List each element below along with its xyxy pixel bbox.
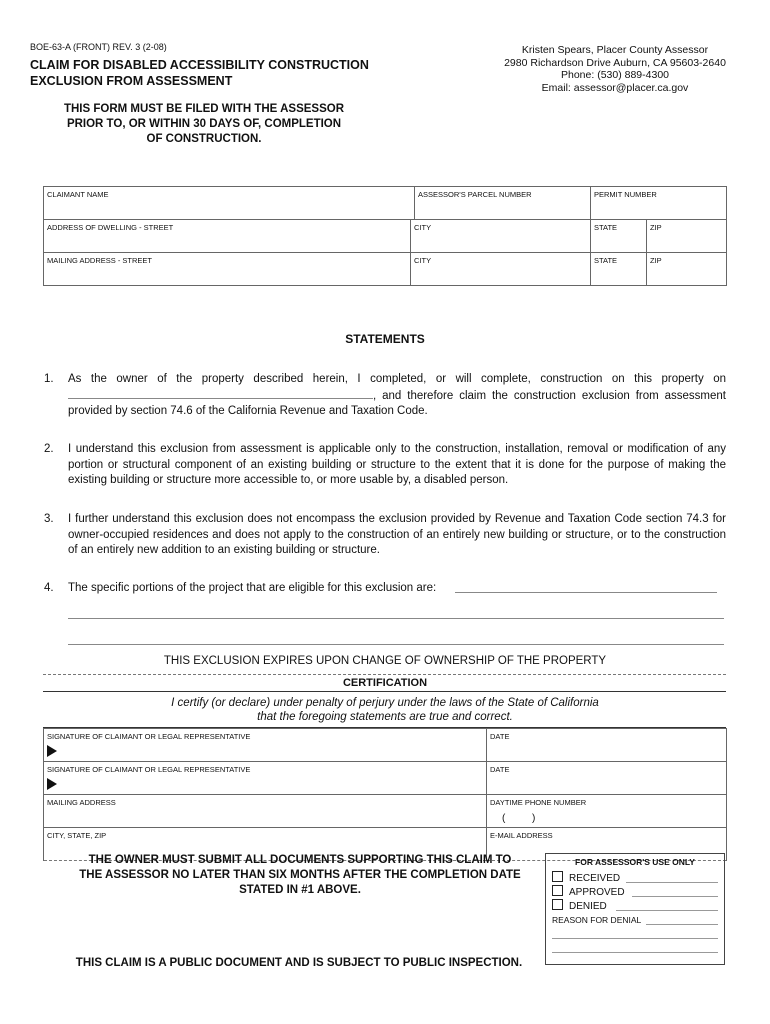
assessor-office-info (500, 44, 730, 94)
statement-2 (44, 442, 726, 489)
area-code-parens (502, 813, 562, 824)
reason-for-denial-label: REASON FOR DENIAL (552, 915, 642, 925)
filing-notice-line1: THIS FORM MUST BE FILED WITH THE ASSESSOR (63, 103, 345, 115)
approved-checkbox[interactable] (552, 885, 563, 896)
received-line[interactable] (626, 882, 718, 883)
date-label-1: DATE (490, 732, 510, 741)
eligible-portions-line-3[interactable] (68, 644, 724, 645)
sign-here-arrow-icon (47, 745, 57, 757)
public-document-notice: THIS CLAIM IS A PUBLIC DOCUMENT AND IS SUBJECT TO PUBLIC INSPECTION. (75, 957, 523, 969)
signature-field-1[interactable] (44, 729, 487, 762)
dwelling-city-field[interactable] (411, 220, 591, 253)
claimant-info-table (43, 186, 727, 286)
received-checkbox[interactable] (552, 871, 563, 882)
signature-table (43, 728, 727, 861)
denied-label: DENIED (569, 901, 607, 912)
statement-3 (44, 512, 726, 559)
approved-label: APPROVED (569, 887, 625, 898)
received-row (552, 871, 620, 884)
reason-line-3[interactable] (552, 952, 718, 953)
statement-2-text: I understand this exclusion from assessment is applicable only to the construction, installation, removal or modification of any portion or structural component of an existing building or structure to the extent that it is done for the purpose of making the existing building or structure more accessible to, or more usable by, a disabled person. (68, 443, 726, 486)
sign-here-arrow-icon (47, 778, 57, 790)
completion-date-blank[interactable] (68, 388, 373, 399)
certification-line2: that the foregoing statements are true and correct. (257, 711, 513, 723)
statement-1-number: 1. (44, 373, 54, 385)
filing-notice (44, 102, 364, 147)
mailing-city-label: CITY (414, 256, 432, 265)
claimant-name-label: CLAIMANT NAME (47, 190, 109, 199)
office-address: 2980 Richardson Drive Auburn, CA 95603-2640 (504, 56, 726, 69)
submission-deadline-notice (60, 853, 540, 898)
denied-line[interactable] (616, 910, 718, 911)
form-id: BOE-63-A (FRONT) REV. 3 (2-08) (30, 42, 167, 52)
eligible-portions-line-1[interactable] (455, 592, 717, 593)
daytime-phone-label: DAYTIME PHONE NUMBER (490, 798, 587, 807)
mailing-street-label: MAILING ADDRESS - STREET (47, 256, 153, 265)
mailing-zip-label: ZIP (650, 256, 662, 265)
assessor-use-box (545, 853, 725, 965)
statement-4-number: 4. (44, 582, 54, 594)
statement-3-text: I further understand this exclusion does not encompass the exclusion provided by Revenue and Taxation Code section 74.3 for owner-occupied residences and does not apply to the construction of an entirely new building or structure, or to the construction of an entirely new addition to an existing building or structure. (68, 513, 726, 556)
statement-4-text: The specific portions of the project that are eligible for this exclusion are: (68, 582, 437, 594)
permit-number-field[interactable] (591, 187, 727, 220)
dwelling-zip-field[interactable] (647, 220, 727, 253)
mailing-zip-field[interactable] (647, 253, 727, 286)
approved-row (552, 885, 625, 898)
statement-4 (44, 581, 726, 597)
denied-checkbox[interactable] (552, 899, 563, 910)
deadline-line3: STATED IN #1 ABOVE. (239, 884, 361, 896)
reason-line-2[interactable] (552, 938, 718, 939)
statements-heading: STATEMENTS (345, 332, 425, 346)
dwelling-zip-label: ZIP (650, 223, 662, 232)
reason-line-1[interactable] (646, 924, 718, 925)
expiration-notice: THIS EXCLUSION EXPIRES UPON CHANGE OF OWNERSHIP OF THE PROPERTY (163, 655, 607, 667)
divider (43, 674, 726, 675)
date-field-1[interactable] (487, 729, 727, 762)
parcel-number-field[interactable] (415, 187, 591, 219)
date-label-2: DATE (490, 765, 510, 774)
denied-row (552, 899, 607, 912)
phone-close-paren: ) (532, 813, 536, 824)
phone-open-paren: ( (502, 813, 506, 824)
form-title-line1: CLAIM FOR DISABLED ACCESSIBILITY CONSTRUCTION (30, 58, 369, 72)
form-title (30, 57, 369, 89)
city-state-zip-label: CITY, STATE, ZIP (47, 831, 107, 840)
form-title-line2: EXCLUSION FROM ASSESSMENT (30, 74, 233, 88)
statement-1-text-a: As the owner of the property described herein, I completed, or will complete, construction on this property on (68, 373, 726, 385)
dwelling-street-label: ADDRESS OF DWELLING - STREET (47, 223, 174, 232)
mailing-state-field[interactable] (591, 253, 647, 286)
assessor-use-heading: FOR ASSESSOR'S USE ONLY (575, 857, 695, 867)
eligible-portions-line-2[interactable] (68, 618, 724, 619)
deadline-line1: THE OWNER MUST SUBMIT ALL DOCUMENTS SUPPORTING THIS CLAIM TO (88, 854, 512, 866)
signature-label-2: SIGNATURE OF CLAIMANT OR LEGAL REPRESENTATIVE (47, 765, 251, 774)
certification-heading: CERTIFICATION (342, 677, 428, 689)
signature-field-2[interactable] (44, 762, 487, 795)
office-phone: Phone: (530) 889-4300 (561, 69, 669, 81)
statement-3-number: 3. (44, 513, 54, 525)
office-name: Kristen Spears, Placer County Assessor (521, 44, 709, 56)
mailing-address-field[interactable] (44, 795, 487, 828)
statement-1-text-b: , and therefore claim the construction exclusion from assessment provided by section 74.6 of the California Revenue and Taxation Code. (68, 389, 726, 417)
mailing-state-label: STATE (594, 256, 618, 265)
filing-notice-line3: OF CONSTRUCTION. (146, 133, 262, 145)
mailing-address-label: MAILING ADDRESS (47, 798, 116, 807)
dwelling-state-label: STATE (594, 223, 618, 232)
dwelling-state-field[interactable] (591, 220, 647, 253)
certification-line1: I certify (or declare) under penalty of perjury under the laws of the State of California (171, 697, 599, 709)
dwelling-street-field[interactable] (44, 220, 411, 253)
office-email: Email: assessor@placer.ca.gov (541, 81, 689, 94)
date-field-2[interactable] (487, 762, 727, 795)
statement-1 (44, 372, 726, 420)
signature-label-1: SIGNATURE OF CLAIMANT OR LEGAL REPRESENTATIVE (47, 732, 251, 741)
mailing-street-field[interactable] (44, 253, 411, 286)
daytime-phone-field[interactable] (487, 795, 727, 828)
parcel-number-label: ASSESSOR'S PARCEL NUMBER (418, 190, 532, 199)
received-label: RECEIVED (569, 873, 621, 884)
filing-notice-line2: PRIOR TO, OR WITHIN 30 DAYS OF, COMPLETION (66, 118, 342, 130)
mailing-city-field[interactable] (411, 253, 591, 286)
claimant-name-field[interactable] (44, 187, 415, 219)
permit-number-label: PERMIT NUMBER (594, 190, 657, 199)
email-label: E-MAIL ADDRESS (490, 831, 553, 840)
approved-line[interactable] (632, 896, 718, 897)
dwelling-city-label: CITY (414, 223, 432, 232)
deadline-line2: THE ASSESSOR NO LATER THAN SIX MONTHS AFTER THE COMPLETION DATE (79, 869, 521, 881)
divider (43, 691, 726, 692)
statement-2-number: 2. (44, 443, 54, 455)
certification-statement (0, 696, 770, 724)
